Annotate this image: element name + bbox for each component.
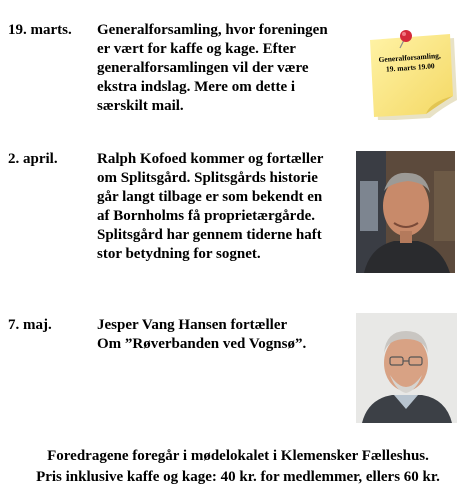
event-line: Generalforsamling, hvor foreningen [97, 22, 328, 38]
event-description-march [97, 21, 357, 116]
event-line: er vært for kaffe og kage. Efter [97, 41, 296, 57]
event-description-april [97, 150, 357, 264]
portrait-jesper-vang-hansen [356, 313, 457, 423]
event-line: særskilt mail. [97, 98, 184, 114]
event-line: stor betydning for sognet. [97, 246, 261, 262]
event-date-april: 2. april. [8, 151, 58, 167]
event-line: ekstra indslag. Mere om dette i [97, 79, 296, 95]
note-line-title: Generalforsamling, [378, 50, 441, 65]
event-date-march: 19. marts. [8, 22, 72, 38]
event-description-may [97, 316, 357, 354]
event-line: om Splitsgård. Splitsgårds historie [97, 170, 318, 186]
footer-venue: Foredragene foregår i mødelokalet i Klemensker Fælleshus. [47, 448, 429, 464]
event-line: af Bornholms få proprietærgårde. [97, 208, 316, 224]
note-line-date: 19. marts 19.00 [385, 61, 435, 74]
event-line: Splitsgård har gennem tiderne haft [97, 227, 322, 243]
event-line: Om ”Røverbanden ved Vognsø”. [97, 336, 307, 352]
event-line: Ralph Kofoed kommer og fortæller [97, 151, 324, 167]
portrait-ralph-kofoed [356, 151, 455, 273]
event-line: Jesper Vang Hansen fortæller [97, 317, 288, 333]
event-line: går langt tilbage er som bekendt en [97, 189, 323, 205]
event-line: generalforsamlingen vil der være [97, 60, 309, 76]
event-date-may: 7. maj. [8, 317, 52, 333]
footer-price: Pris inklusive kaffe og kage: 40 kr. for medlemmer, ellers 60 kr. [36, 469, 440, 485]
